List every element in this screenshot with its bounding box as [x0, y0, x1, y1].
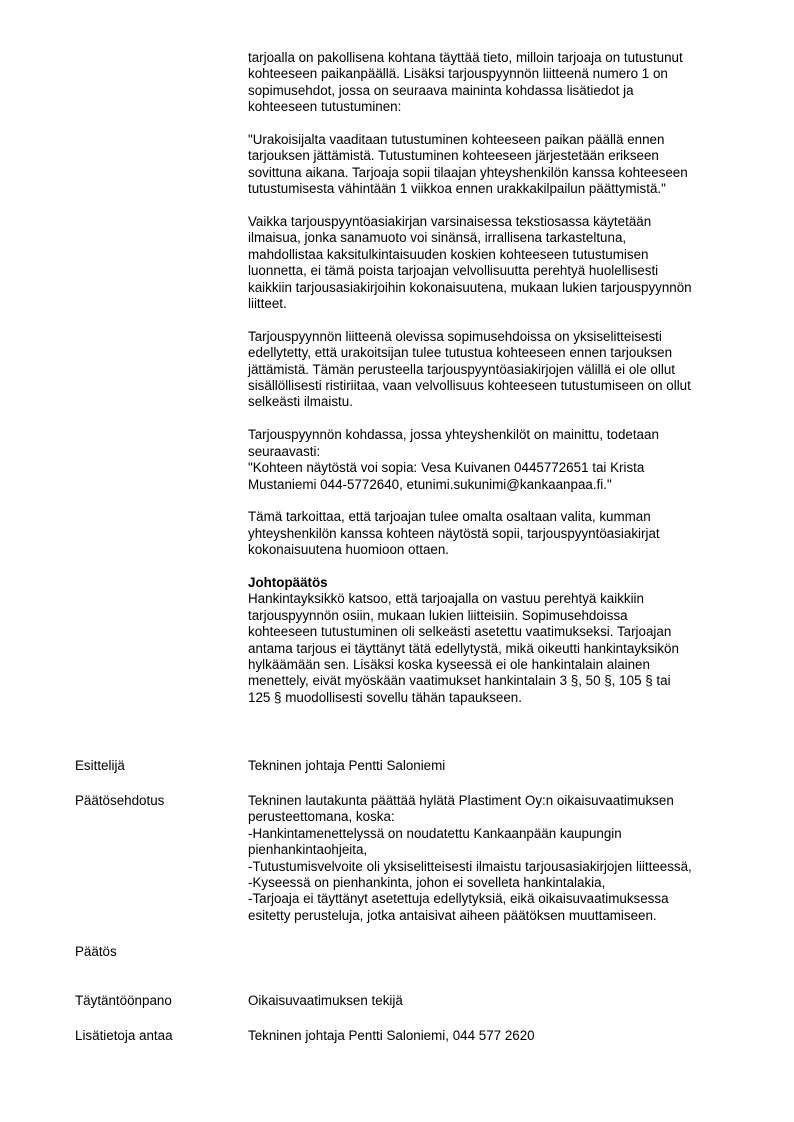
field-label-paatos: Päätös: [75, 944, 117, 959]
paragraph-interpretation: Vaikka tarjouspyyntöasiakirjan varsinaisessa tekstiosassa käytetään ilmaisua, jonka sanamuoto voi sinänsä, irrallisena tarkasteltuna, mahdollistaa kaksitulkintaisuuden koskien kohteeseen tutustumisen luonnetta, ei tämä poista tarjoajan velvollisuutta perehtyä huolellisesti kaikkiin tarjousasiakirjoihin kokonaisuutena, mukaan lukien tarjouspyynnön liitteet.: [248, 214, 692, 312]
field-value-lisatietoja: Tekninen johtaja Pentti Saloniemi, 044 577 2620: [248, 1028, 535, 1043]
paragraph-spacer: [248, 559, 743, 575]
paragraph-quote-contract: "Urakoisijalta vaaditaan tutustuminen kohteeseen paikan päällä ennen tarjouksen jättämistä. Tutustuminen kohteeseen järjestetään erikseen sovittuna aikana. Tarjoaja sopii tilaajan yhteyshenkilön kanssa kohteeseen tutustumisesta vähintään 1 viikkoa ennen urakkakilpailun päättymistä.": [248, 132, 688, 197]
paragraph-spacer: [248, 411, 743, 427]
paragraph-conclusion: Hankintayksikkö katsoo, että tarjoajalla on vastuu perehtyä kaikkiin tarjouspyynnön osiin, mukaan lukien liitteisiin. Sopimusehdoissa kohteeseen tutustuminen oli selkeästi asetettu vaatimukseksi. Tarjoajan antama tarjous ei täyttänyt tätä edellytystä, mikä oikeutti hankintayksikön hylkäämään sen. Lisäksi koska kyseessä ei ole hankintalain alainen menettely, eivät myöskään vaatimukset hankintalain 3 §, 50 §, 105 § tai 125 § muodollisesti sovellu tähän tapaukseen.: [248, 591, 679, 705]
field-label-lisatietoja: Lisätietoja antaa: [75, 1028, 173, 1043]
paragraph-spacer: [248, 116, 743, 132]
paragraph-requirement: tarjoalla on pakollisena kohtana täyttää tieto, milloin tarjoaja on tutustunut kohteeseen paikanpäällä. Lisäksi tarjouspyynnön liitteenä numero 1 on sopimusehdot, jossa on seuraava maininta kohdassa lisätiedot ja kohteeseen tutustuminen:: [248, 50, 683, 115]
paragraph-contacts: Tarjouspyynnön kohdassa, jossa yhteyshenkilöt on mainittu, todetaan seuraavasti: "Kohteen näytöstä voi sopia: Vesa Kuivanen 0445772651 tai Krista Mustaniemi 044-5772640, etunimi.sukunimi@kankaanpaa.fi.": [248, 427, 659, 492]
field-label-esittelija: Esittelijä: [75, 758, 125, 773]
paragraph-spacer: [248, 198, 743, 214]
field-label-taytantoonpano: Täytäntöönpano: [75, 993, 172, 1008]
paragraph-spacer: [248, 312, 743, 328]
field-value-esittelija: Tekninen johtaja Pentti Saloniemi: [248, 758, 446, 773]
body-text-column: [248, 50, 743, 706]
field-label-paatosehdotus: Päätösehdotus: [75, 793, 165, 808]
field-value-taytantoonpano: Oikaisuvaatimuksen tekijä: [248, 993, 403, 1008]
paragraph-contract-terms: Tarjouspyynnön liitteenä olevissa sopimusehdoissa on yksiselitteisesti edellytetty, että urakoitsijan tulee tutustua kohteeseen ennen tarjouksen jättämistä. Tämän perusteella tarjouspyyntöasiakirjojen välillä ei ole ollut sisällöllisesti ristiriitaa, vaan velvollisuus kohteeseen tutustumiseen on ollut selkeästi ilmaistu.: [248, 328, 691, 410]
paragraph-spacer: [248, 493, 743, 509]
section-heading-conclusion: Johtopäätös: [248, 574, 328, 590]
field-value-paatosehdotus: Tekninen lautakunta päättää hylätä Plastiment Oy:n oikaisuvaatimuksen perusteettomana, koska: -Hankintamenettelyssä on noudatettu Kankaanpään kaupungin pienhankintaohjeita, -Tutustumisvelvoite oli yksiselitteisesti ilmaistu tarjousasiakirjojen liitteessä, -Kyseessä on pienhankinta, johon ei sovelleta hankintalakia, -Tarjoaja ei täyttänyt asetettuja edellytyksiä, eikä oikaisuvaatimuksessa esitetty perusteluja, jotka antaisivat aiheen päätöksen muuttamiseen.: [248, 793, 692, 923]
paragraph-contact-choice: Tämä tarkoittaa, että tarjoajan tulee omalta osaltaan valita, kumman yhteyshenkilön kanssa kohteen näytöstä sopii, tarjouspyyntöasiakirjat kokonaisuutena huomioon ottaen.: [248, 509, 660, 558]
